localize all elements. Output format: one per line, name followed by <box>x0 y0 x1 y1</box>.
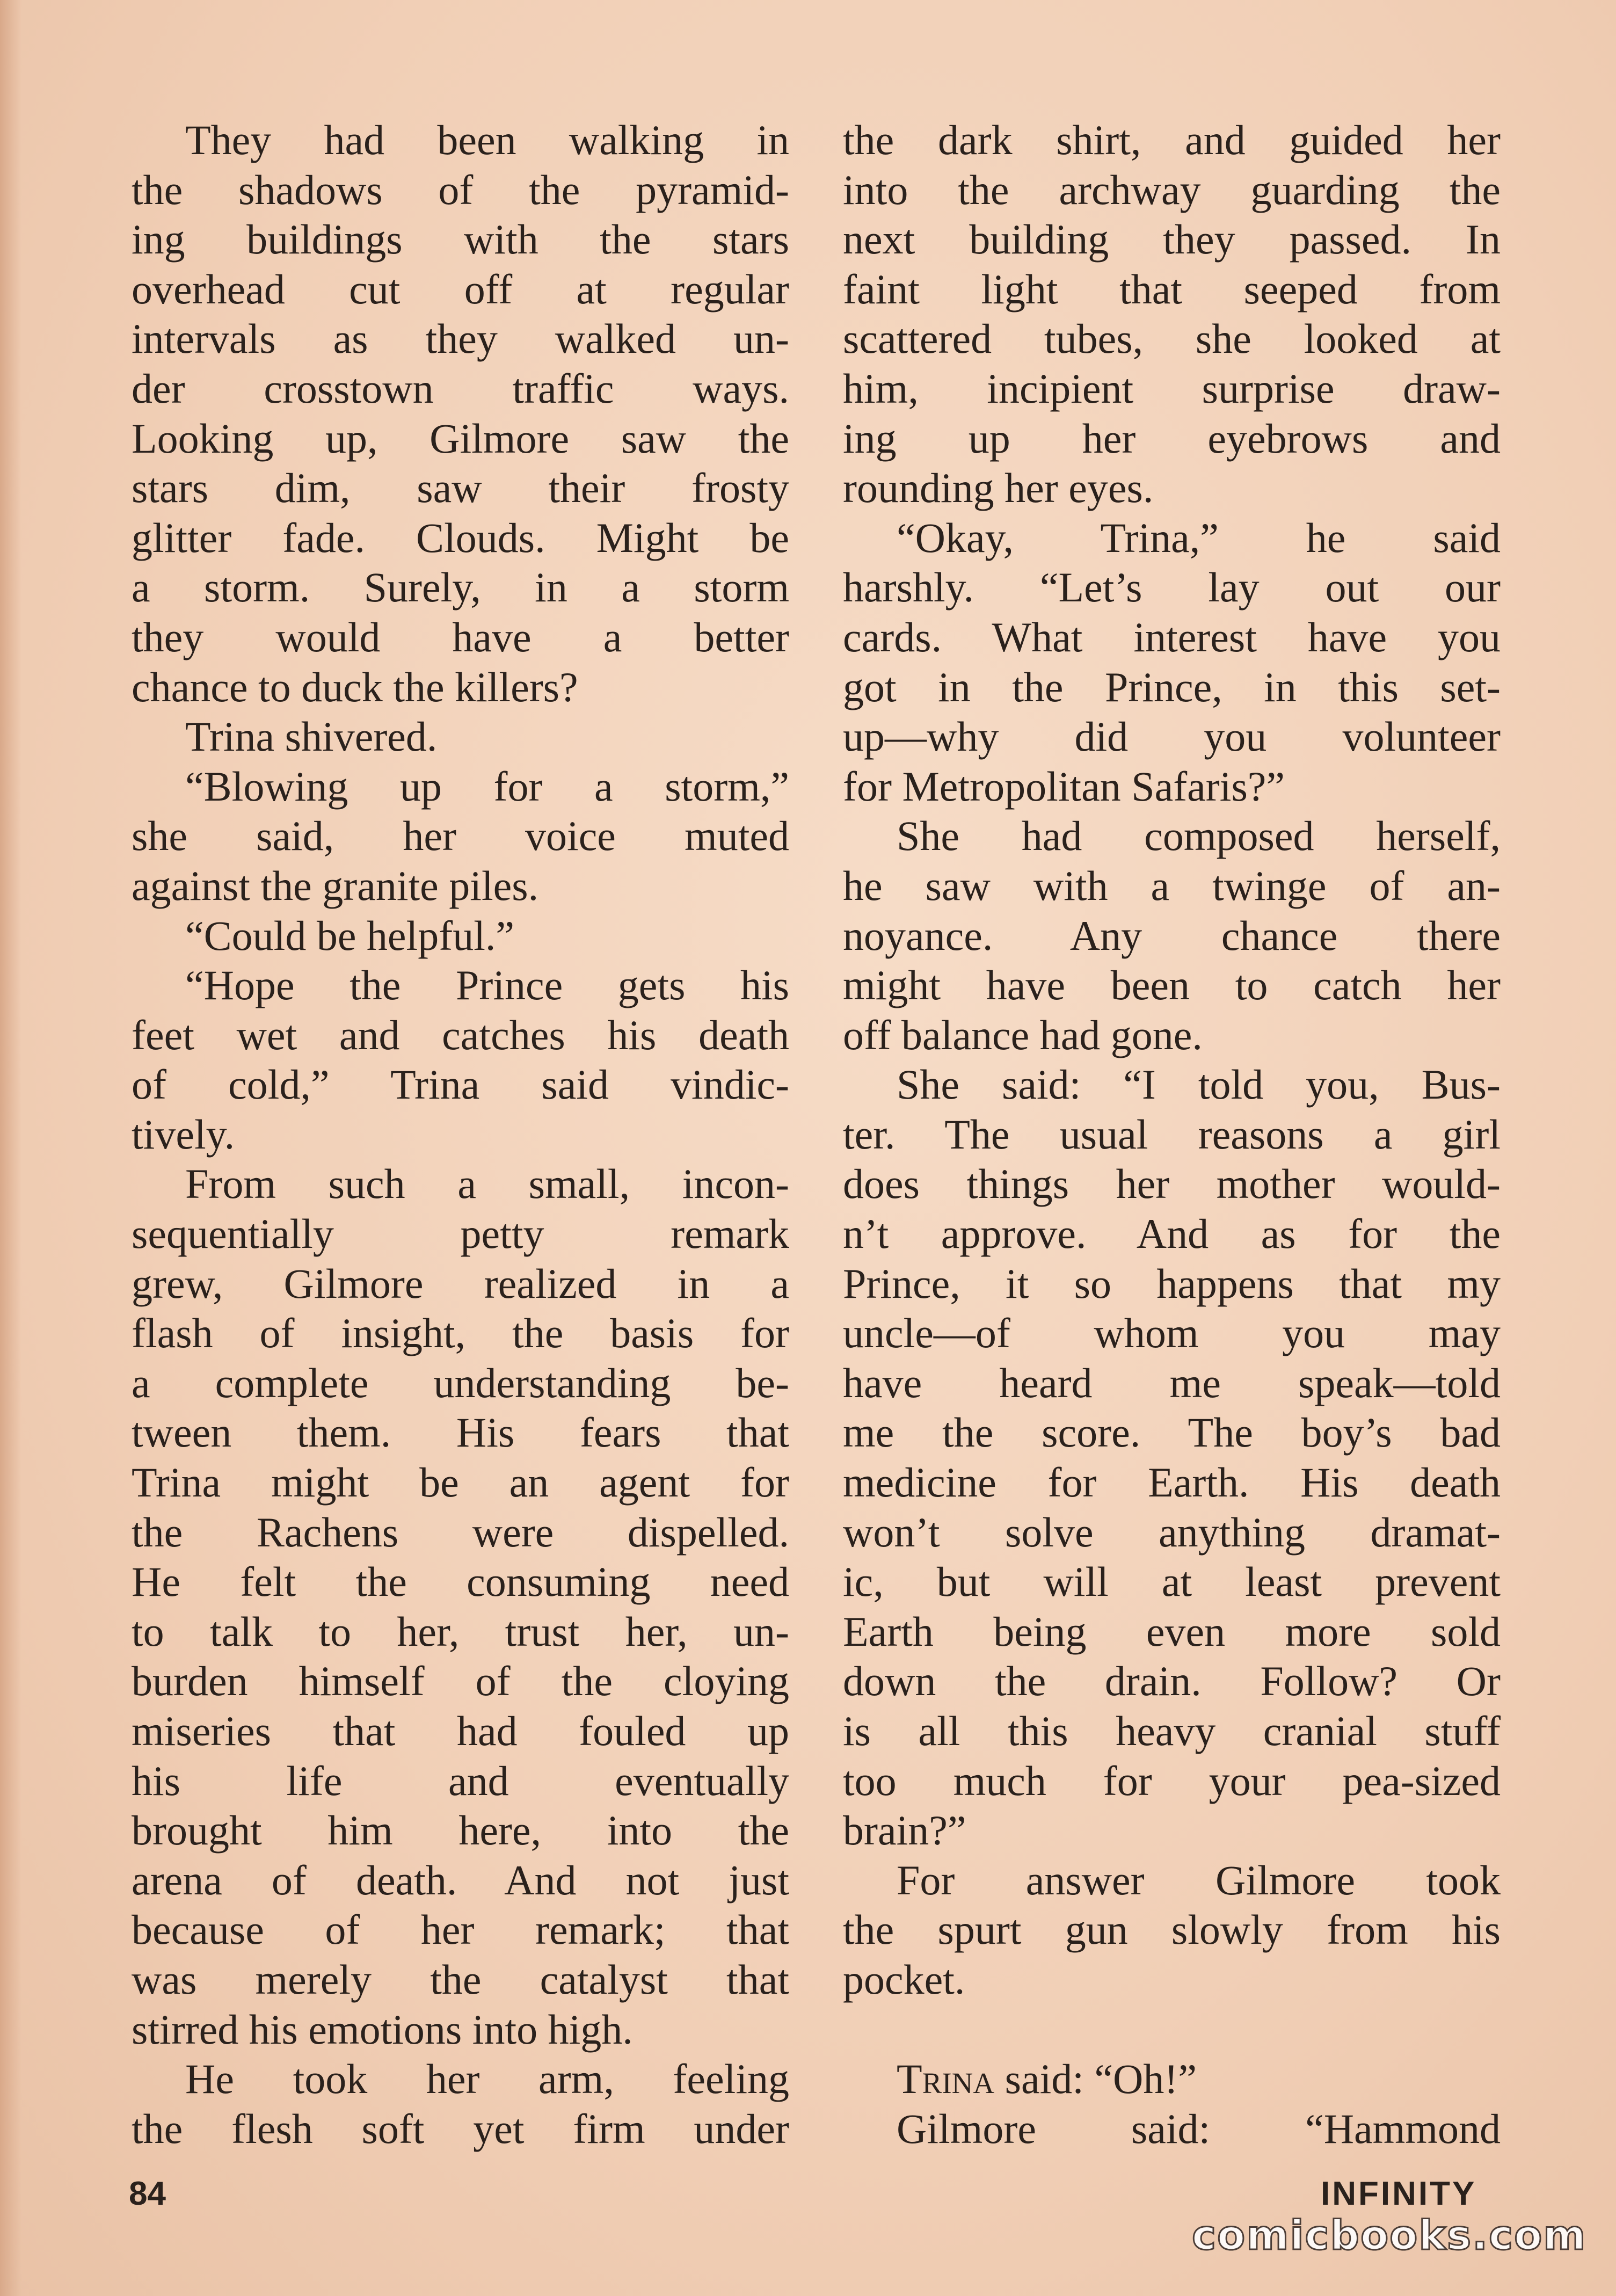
text-line: chance to duck the killers? <box>132 663 578 710</box>
speaker-name: Trina <box>897 2055 995 2103</box>
text-line <box>843 2054 1501 2104</box>
text-line: rounding her eyes. <box>843 464 1154 512</box>
section-break <box>843 2005 1501 2055</box>
text-line: Prince, it so happens that my <box>843 1260 1501 1307</box>
text-line: for Metropolitan Safaris?” <box>843 762 1285 810</box>
text-line: he saw with a twinge of an- <box>843 862 1501 909</box>
text-line: burden himself of the cloying <box>132 1658 789 1705</box>
text-line: arena of death. And not just <box>132 1856 789 1903</box>
text-line: the Rachens were dispelled. <box>132 1508 789 1556</box>
text-line: next building they passed. In <box>843 216 1501 263</box>
text-line: He felt the consuming need <box>132 1558 789 1605</box>
text-line: tween them. His fears that <box>132 1409 789 1456</box>
page-edge-shadow <box>0 0 21 2296</box>
text-line: him, incipient surprise draw- <box>843 365 1501 412</box>
text-line: noyance. Any chance there <box>843 912 1501 959</box>
running-head: INFINITY <box>1321 2175 1477 2212</box>
text-line: She had composed herself, <box>897 812 1501 860</box>
text-line: won’t solve anything dramat- <box>843 1508 1501 1556</box>
text-line: feet wet and catches his death <box>132 1011 789 1058</box>
text-column-right <box>843 115 1501 2154</box>
text-line: a complete understanding be- <box>132 1359 789 1406</box>
text-line: grew, Gilmore realized in a <box>132 1260 789 1307</box>
watermark: comicbooks.com <box>1192 2211 1587 2259</box>
text-line: she said, her voice muted <box>132 812 789 860</box>
text-line: they would have a better <box>132 613 789 660</box>
text-line: “Hope the Prince gets his <box>185 962 789 1009</box>
text-line: stirred his emotions into high. <box>132 2006 633 2053</box>
text-line: brought him here, into the <box>132 1807 789 1854</box>
text-line: scattered tubes, she looked at <box>843 315 1501 362</box>
text-line: me the score. The boy’s bad <box>843 1409 1501 1456</box>
text-line: does things her mother would- <box>843 1160 1501 1208</box>
text-line: is all this heavy cranial stuff <box>843 1708 1501 1754</box>
text-line: harshly. “Let’s lay out our <box>843 564 1501 611</box>
text-line: medicine for Earth. His death <box>843 1459 1501 1506</box>
text-line: “Blowing up for a storm,” <box>185 762 789 810</box>
text-line: pocket. <box>843 1956 965 2003</box>
text-line: intervals as they walked un- <box>132 315 789 362</box>
text-line: ter. The usual reasons a girl <box>843 1110 1501 1158</box>
text-line: the flesh soft yet firm under <box>132 2105 789 2152</box>
text-line: From such a small, incon- <box>185 1160 789 1208</box>
text-line: Trina might be an agent for <box>132 1459 789 1506</box>
text-line: Gilmore said: “Hammond <box>897 2105 1501 2152</box>
text-line: his life and eventually <box>132 1757 789 1804</box>
text-line: because of her remark; that <box>132 1906 789 1953</box>
text-line: stars dim, saw their frosty <box>132 464 789 512</box>
line-text: said: “Oh!” <box>994 2055 1197 2103</box>
text-line: Looking up, Gilmore saw the <box>132 415 789 462</box>
text-line: brain?” <box>843 1807 966 1854</box>
text-line: tively. <box>132 1110 235 1158</box>
text-line: ing buildings with the stars <box>132 216 789 263</box>
text-line: flash of insight, the basis for <box>132 1310 789 1357</box>
text-line: Trina shivered. <box>185 713 438 760</box>
text-line: might have been to catch her <box>843 962 1501 1009</box>
text-line: down the drain. Follow? Or <box>843 1658 1501 1705</box>
text-line: the spurt gun slowly from his <box>843 1906 1501 1953</box>
text-line: into the archway guarding the <box>843 166 1501 213</box>
text-line: “Could be helpful.” <box>185 912 514 959</box>
text-line: n’t approve. And as for the <box>843 1210 1501 1258</box>
text-line: have heard me speak—told <box>843 1359 1501 1406</box>
text-line: He took her arm, feeling <box>185 2055 789 2103</box>
text-line: For answer Gilmore took <box>897 1856 1501 1903</box>
text-line: ic, but will at least prevent <box>843 1558 1501 1605</box>
text-line: cards. What interest have you <box>843 613 1501 660</box>
text-line: a storm. Surely, in a storm <box>132 564 789 611</box>
text-line: sequentially petty remark <box>132 1210 789 1258</box>
text-line: der crosstown traffic ways. <box>132 365 789 412</box>
text-line: They had been walking in <box>185 117 789 163</box>
text-line: was merely the catalyst that <box>132 1956 789 2003</box>
text-line: of cold,” Trina said vindic- <box>132 1061 789 1108</box>
text-line: to talk to her, trust her, un- <box>132 1608 789 1655</box>
text-line: uncle—of whom you may <box>843 1310 1501 1357</box>
text-line: “Okay, Trina,” he said <box>897 514 1501 561</box>
text-line: glitter fade. Clouds. Might be <box>132 514 789 561</box>
text-line: off balance had gone. <box>843 1011 1203 1058</box>
text-line: the shadows of the pyramid- <box>132 166 789 213</box>
text-line: against the granite piles. <box>132 862 539 909</box>
text-line: miseries that had fouled up <box>132 1708 789 1754</box>
text-line: the dark shirt, and guided her <box>843 117 1501 163</box>
text-line: too much for your pea-sized <box>843 1757 1501 1804</box>
text-line: Earth being even more sold <box>843 1608 1501 1655</box>
text-line: ing up her eyebrows and <box>843 415 1501 462</box>
text-line: faint light that seeped from <box>843 265 1501 313</box>
text-column-left <box>132 115 789 2154</box>
text-line: She said: “I told you, Bus- <box>897 1061 1501 1108</box>
text-line: up—why did you volunteer <box>843 713 1501 760</box>
text-line: overhead cut off at regular <box>132 265 789 313</box>
page-number: 84 <box>129 2175 166 2212</box>
text-line: got in the Prince, in this set- <box>843 663 1501 710</box>
